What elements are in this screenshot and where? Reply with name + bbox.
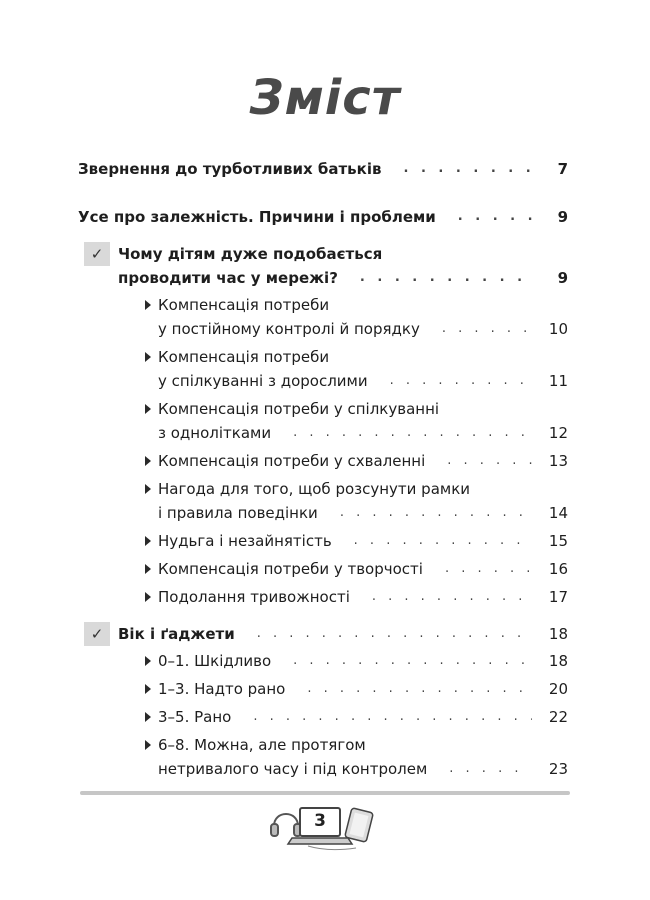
toc-page-number: 16	[548, 560, 568, 578]
checkmark-icon: ✓	[84, 622, 110, 646]
toc-entry-label-line1: Чому дітям дуже подобається	[118, 245, 383, 263]
toc-entry[interactable]	[158, 477, 568, 525]
arrow-right-icon	[145, 352, 151, 362]
toc-entry-label: Компенсація потреби у творчості	[158, 560, 423, 578]
arrow-right-icon	[145, 740, 151, 750]
arrow-right-icon	[145, 592, 151, 602]
dot-leader	[293, 649, 532, 673]
dot-leader	[354, 529, 532, 553]
toc-page-number: 13	[548, 452, 568, 470]
dot-leader	[293, 421, 532, 445]
arrow-right-icon	[145, 684, 151, 694]
page-title: Зміст	[249, 70, 401, 126]
toc-entry-label: Нудьга і незайнятість	[158, 532, 332, 550]
toc-entry[interactable]	[78, 205, 568, 229]
toc-entry-label-line2: у спілкуванні з дорослими	[158, 372, 368, 390]
toc-entry-label-line1: Компенсація потреби у спілкуванні	[158, 400, 440, 418]
arrow-right-icon	[145, 484, 151, 494]
dot-leader	[390, 369, 532, 393]
toc-page-number: 22	[548, 708, 568, 726]
toc-entry-label: 1–3. Надто рано	[158, 680, 286, 698]
toc-entry[interactable]	[158, 449, 568, 473]
headphones-icon	[271, 814, 301, 836]
toc-entry[interactable]	[158, 585, 568, 609]
toc-entry-label: Вік і ґаджети	[118, 625, 235, 643]
arrow-right-icon	[145, 564, 151, 574]
dot-leader	[340, 501, 532, 525]
toc-entry-label-line2: і правила поведінки	[158, 504, 318, 522]
toc-page-number: 23	[548, 760, 568, 778]
toc-page-number: 15	[548, 532, 568, 550]
tablet-icon	[345, 808, 374, 842]
dot-leader	[404, 157, 533, 181]
toc-entry[interactable]	[118, 242, 568, 290]
page-number: 3	[314, 811, 326, 831]
toc-entry[interactable]	[158, 345, 568, 393]
toc-entry[interactable]	[158, 677, 568, 701]
toc-page-number: 11	[548, 372, 568, 390]
dot-leader	[442, 317, 532, 341]
toc-entry-label: 3–5. Рано	[158, 708, 232, 726]
toc-entry[interactable]	[78, 157, 568, 181]
toc-entry-label: Подолання тривожності	[158, 588, 350, 606]
toc-entry[interactable]	[158, 529, 568, 553]
toc-entry-label: Компенсація потреби у схваленні	[158, 452, 426, 470]
toc-entry-label-line1: Компенсація потреби	[158, 348, 330, 366]
toc-page-number: 18	[548, 652, 568, 670]
toc-entry[interactable]	[158, 705, 568, 729]
footer-rule	[80, 791, 570, 795]
toc-entry-label: Звернення до турботливих батьків	[78, 160, 382, 178]
toc-entry[interactable]	[158, 649, 568, 673]
toc-page-number: 18	[548, 625, 568, 643]
checkmark-icon: ✓	[84, 242, 110, 266]
dot-leader	[360, 266, 532, 290]
toc-entry-label-line2: з однолітками	[158, 424, 272, 442]
toc-page-number: 10	[548, 320, 568, 338]
dot-leader	[253, 705, 532, 729]
dot-leader	[447, 449, 532, 473]
toc-entry[interactable]	[158, 293, 568, 341]
toc-entry-label-line2: проводити час у мережі?	[118, 269, 338, 287]
dot-leader	[307, 677, 532, 701]
toc-entry-label-line2: у постійному контролі й порядку	[158, 320, 420, 338]
toc-page-number: 14	[548, 504, 568, 522]
toc-page-number: 7	[557, 160, 568, 178]
arrow-right-icon	[145, 656, 151, 666]
arrow-right-icon	[145, 404, 151, 414]
arrow-right-icon	[145, 300, 151, 310]
toc-entry-label: 0–1. Шкідливо	[158, 652, 272, 670]
toc-entry[interactable]	[158, 557, 568, 581]
arrow-right-icon	[145, 536, 151, 546]
toc-page-number: 9	[557, 269, 568, 287]
toc-page-number: 9	[557, 208, 568, 226]
toc-entry-label: Усе про залежність. Причини і проблеми	[78, 208, 436, 226]
toc-entry-label-line2: нетривалого часу і під контролем	[158, 760, 428, 778]
toc-entry-label-line1: 6–8. Можна, але протягом	[158, 736, 366, 754]
toc-entry-label-line1: Нагода для того, щоб розсунути рамки	[158, 480, 471, 498]
arrow-right-icon	[145, 456, 151, 466]
dot-leader	[449, 757, 532, 781]
toc-entry[interactable]	[118, 622, 568, 646]
toc-page-number: 12	[548, 424, 568, 442]
dot-leader	[372, 585, 532, 609]
toc-entry[interactable]	[158, 733, 568, 781]
toc-entry-label-line1: Компенсація потреби	[158, 296, 330, 314]
toc-entry[interactable]	[158, 397, 568, 445]
dot-leader	[458, 205, 532, 229]
toc-page-number: 17	[548, 588, 568, 606]
dot-leader	[257, 622, 532, 646]
arrow-right-icon	[145, 712, 151, 722]
toc-page-number: 20	[548, 680, 568, 698]
dot-leader	[445, 557, 532, 581]
